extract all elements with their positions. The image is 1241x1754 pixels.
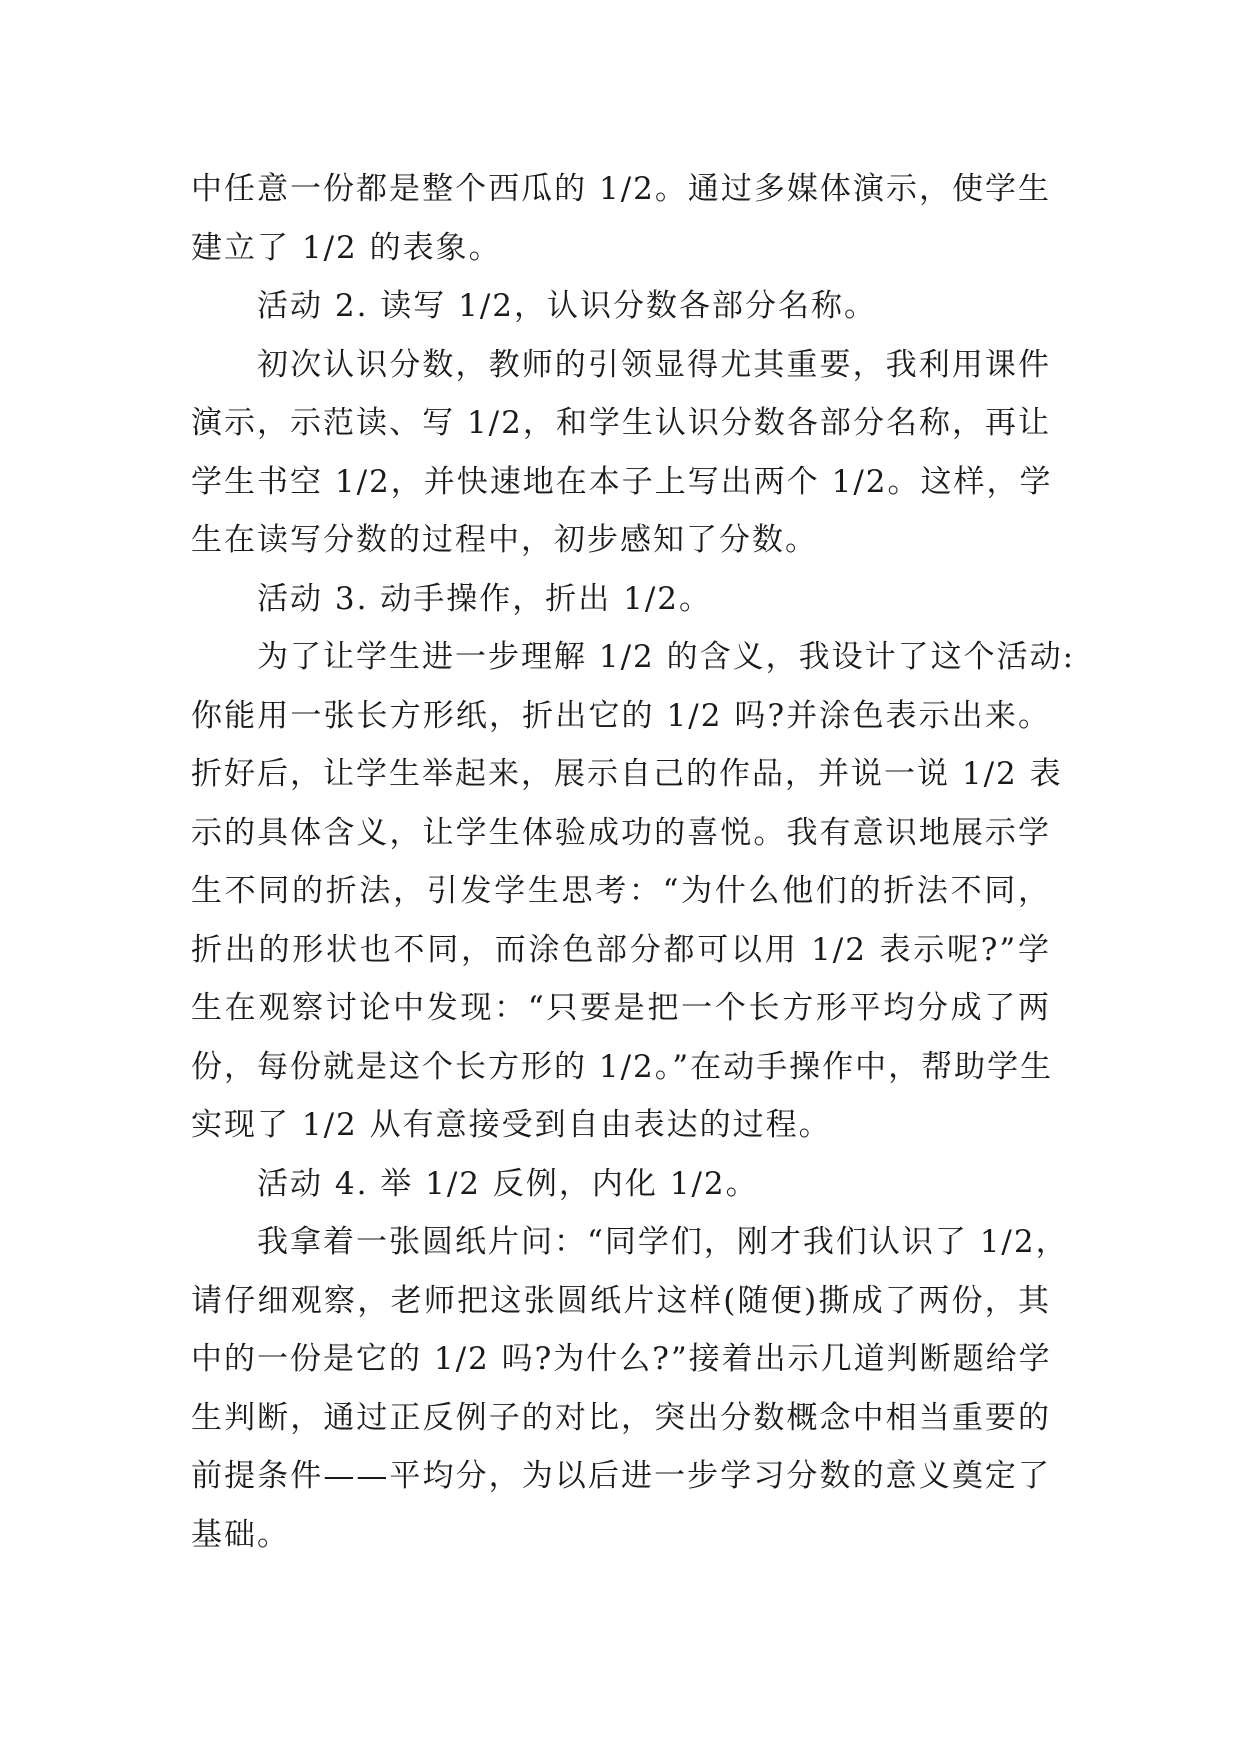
document-body [191,160,1076,1564]
text-line: 我拿着一张圆纸片问：“同学们，刚才我们认识了 1/2， [257,1224,1069,1260]
text-line: 示的具体含义，让学生体验成功的喜悦。我有意识地展示学 [191,814,1051,851]
text-line: 活动 2. 读写 1/2，认识分数各部分名称。 [257,288,878,324]
text-line: 演示，示范读、写 1/2，和学生认识分数各部分名称，再让 [191,405,1051,441]
text-line: 初次认识分数，教师的引领显得尤其重要，我利用课件 [257,346,1051,383]
text-line: 活动 4. 举 1/2 反例，内化 1/2。 [257,1165,759,1202]
text-line: 建立了 1/2 的表象。 [191,229,502,266]
text-line: 学生书空 1/2，并快速地在本子上写出两个 1/2。这样，学 [191,463,1053,500]
text-line: 实现了 1/2 从有意接受到自由表达的过程。 [191,1107,832,1143]
text-line: 基础。 [191,1516,290,1553]
text-line: 中的一份是它的 1/2 吗?为什么?”接着出示几道判断题给学 [191,1341,1052,1377]
text-line: 份，每份就是这个长方形的 1/2。”在动手操作中，帮助学生 [191,1048,1054,1085]
text-line: 生在读写分数的过程中，初步感知了分数。 [191,522,818,558]
text-line: 折出的形状也不同，而涂色部分都可以用 1/2 表示呢?”学 [191,931,1051,968]
text-line: 你能用一张长方形纸，折出它的 1/2 吗?并涂色表示出来。 [191,697,1051,734]
text-line: 生判断，通过正反例子的对比，突出分数概念中相当重要的 [191,1399,1051,1436]
text-line: 中任意一份都是整个西瓜的 1/2。通过多媒体演示，使学生 [191,171,1051,207]
text-line: 为了让学生进一步理解 1/2 的含义，我设计了这个活动: [257,639,1076,675]
text-line: 前提条件——平均分，为以后进一步学习分数的意义奠定了 [191,1458,1051,1494]
text-line: 生在观察讨论中发现：“只要是把一个长方形平均分成了两 [191,990,1051,1026]
text-line: 请仔细观察，老师把这张圆纸片这样(随便)撕成了两份，其 [191,1282,1051,1319]
text-line: 活动 3. 动手操作，折出 1/2。 [257,580,713,617]
text-line: 折好后，让学生举起来，展示自己的作品，并说一说 1/2 表 [191,756,1063,792]
text-line: 生不同的折法，引发学生思考：“为什么他们的折法不同， [191,873,1051,909]
